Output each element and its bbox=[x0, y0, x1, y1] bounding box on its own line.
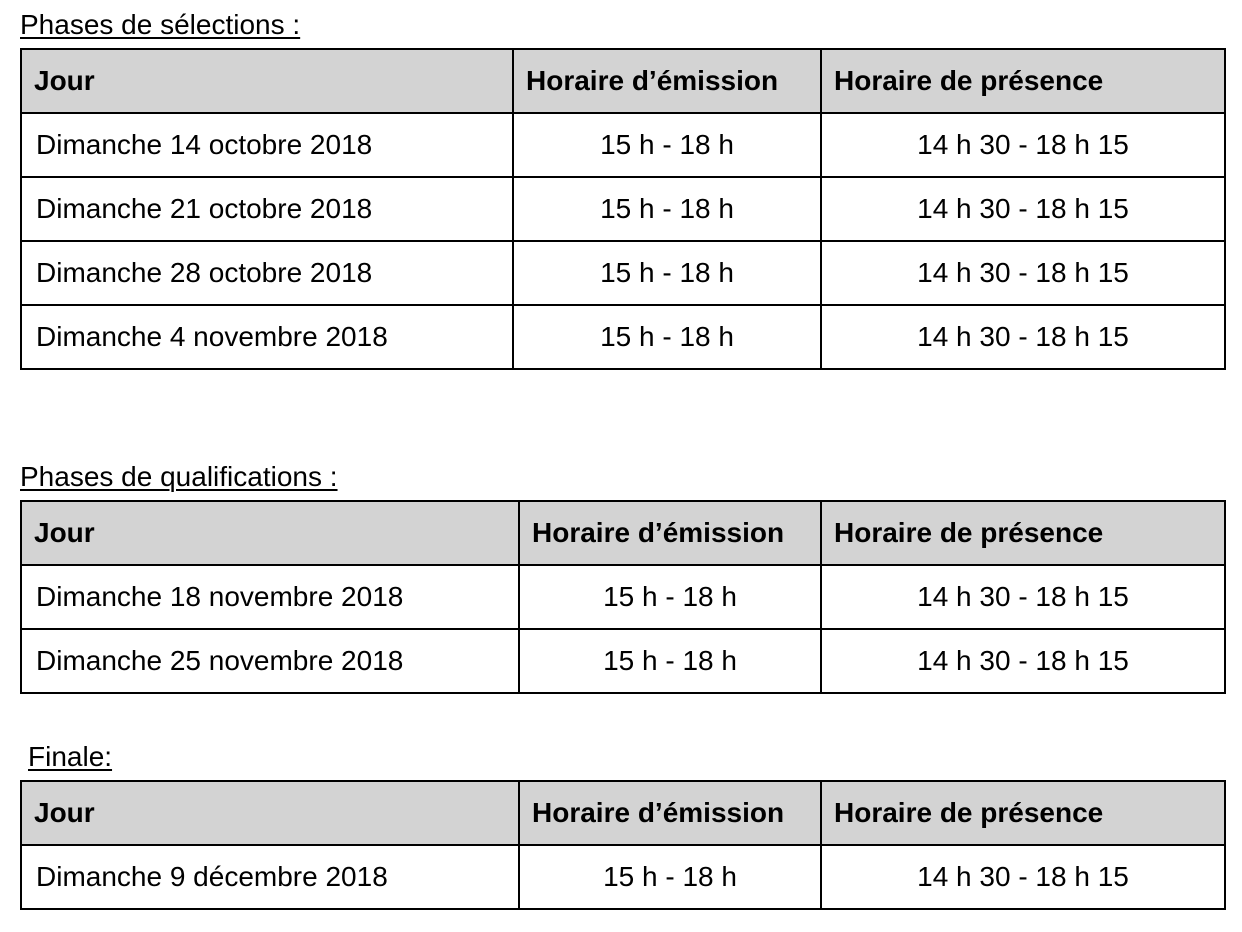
schedule-table-finale bbox=[20, 780, 1226, 910]
cell-day: Dimanche 21 octobre 2018 bbox=[21, 177, 513, 241]
table-header-row bbox=[21, 49, 1225, 113]
column-header-emission: Horaire d’émission bbox=[519, 501, 821, 565]
section-title-selections: Phases de sélections : bbox=[20, 9, 301, 40]
table-header-row bbox=[21, 501, 1225, 565]
table-row bbox=[21, 241, 1225, 305]
cell-day: Dimanche 25 novembre 2018 bbox=[21, 629, 519, 693]
cell-emission: 15 h - 18 h bbox=[513, 241, 821, 305]
column-header-emission: Horaire d’émission bbox=[519, 781, 821, 845]
column-header-presence: Horaire de présence bbox=[821, 501, 1225, 565]
cell-emission: 15 h - 18 h bbox=[513, 177, 821, 241]
cell-emission: 15 h - 18 h bbox=[513, 305, 821, 369]
table-row bbox=[21, 305, 1225, 369]
cell-emission: 15 h - 18 h bbox=[513, 113, 821, 177]
cell-day: Dimanche 28 octobre 2018 bbox=[21, 241, 513, 305]
cell-day: Dimanche 14 octobre 2018 bbox=[21, 113, 513, 177]
table-row bbox=[21, 113, 1225, 177]
cell-presence: 14 h 30 - 18 h 15 bbox=[821, 177, 1225, 241]
cell-day: Dimanche 9 décembre 2018 bbox=[21, 845, 519, 909]
cell-emission: 15 h - 18 h bbox=[519, 629, 821, 693]
section-title-finale: Finale: bbox=[28, 741, 113, 772]
schedule-table-qualifications bbox=[20, 500, 1226, 694]
cell-emission: 15 h - 18 h bbox=[519, 565, 821, 629]
table-row bbox=[21, 845, 1225, 909]
cell-presence: 14 h 30 - 18 h 15 bbox=[821, 565, 1225, 629]
cell-presence: 14 h 30 - 18 h 15 bbox=[821, 241, 1225, 305]
table-header-row bbox=[21, 781, 1225, 845]
cell-day: Dimanche 4 novembre 2018 bbox=[21, 305, 513, 369]
cell-day: Dimanche 18 novembre 2018 bbox=[21, 565, 519, 629]
section-title-qualifications: Phases de qualifications : bbox=[20, 461, 338, 492]
column-header-presence: Horaire de présence bbox=[821, 781, 1225, 845]
column-header-emission: Horaire d’émission bbox=[513, 49, 821, 113]
cell-presence: 14 h 30 - 18 h 15 bbox=[821, 629, 1225, 693]
cell-presence: 14 h 30 - 18 h 15 bbox=[821, 113, 1225, 177]
table-row bbox=[21, 565, 1225, 629]
table-row bbox=[21, 177, 1225, 241]
table-row bbox=[21, 629, 1225, 693]
column-header-day: Jour bbox=[21, 49, 513, 113]
cell-emission: 15 h - 18 h bbox=[519, 845, 821, 909]
column-header-day: Jour bbox=[21, 501, 519, 565]
cell-presence: 14 h 30 - 18 h 15 bbox=[821, 845, 1225, 909]
cell-presence: 14 h 30 - 18 h 15 bbox=[821, 305, 1225, 369]
column-header-day: Jour bbox=[21, 781, 519, 845]
column-header-presence: Horaire de présence bbox=[821, 49, 1225, 113]
schedule-table-selections bbox=[20, 48, 1226, 370]
